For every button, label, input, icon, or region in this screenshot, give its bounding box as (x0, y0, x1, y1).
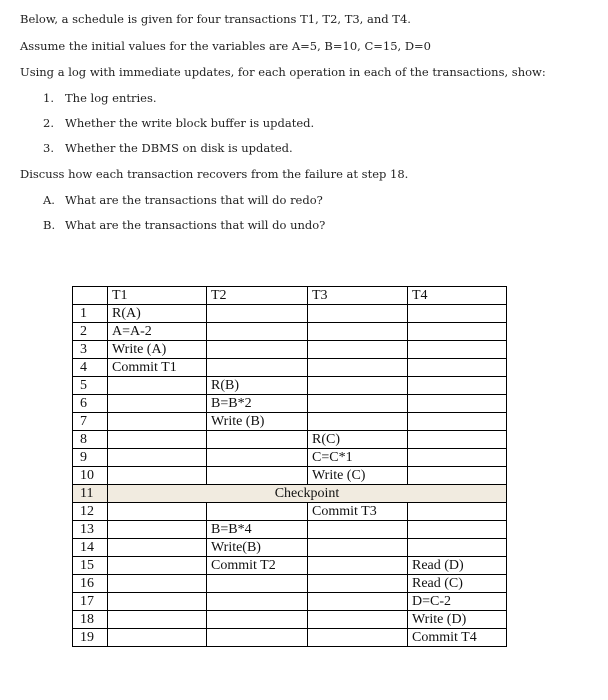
t3-cell: C=C*1 (308, 449, 408, 467)
list-item-text: Whether the DBMS on disk is updated. (65, 141, 293, 155)
table-header-row (73, 287, 507, 305)
t3-cell (308, 377, 408, 395)
step-cell: 17 (73, 593, 108, 611)
t4-cell (408, 359, 507, 377)
t3-cell (308, 341, 408, 359)
t3-cell (308, 629, 408, 647)
checkpoint-cell: Checkpoint (108, 485, 507, 503)
table-row (73, 359, 507, 377)
t2-cell (207, 341, 308, 359)
question-text: What are the transactions that will do undo? (65, 218, 326, 232)
table-row (73, 305, 507, 323)
table-row (73, 575, 507, 593)
t2-cell: Write(B) (207, 539, 308, 557)
step-cell: 9 (73, 449, 108, 467)
intro-line-1: Below, a schedule is given for four transactions T1, T2, T3, and T4. (20, 12, 411, 26)
t2-cell (207, 359, 308, 377)
t4-cell (408, 503, 507, 521)
t2-cell (207, 449, 308, 467)
t1-cell: Commit T1 (108, 359, 207, 377)
step-cell: 8 (73, 431, 108, 449)
t2-cell: Commit T2 (207, 557, 308, 575)
step-cell: 14 (73, 539, 108, 557)
step-cell: 19 (73, 629, 108, 647)
t3-cell (308, 305, 408, 323)
question-letter: A. (43, 193, 55, 207)
t2-cell (207, 503, 308, 521)
t2-cell (207, 593, 308, 611)
t1-cell (108, 503, 207, 521)
t3-cell: Commit T3 (308, 503, 408, 521)
header-t2: T2 (207, 287, 308, 305)
step-cell: 15 (73, 557, 108, 575)
table-row (73, 485, 507, 503)
table-row (73, 557, 507, 575)
t1-cell (108, 539, 207, 557)
t4-cell: Read (C) (408, 575, 507, 593)
list-item-number: 3. (43, 141, 54, 155)
list-item-number: 1. (43, 91, 54, 105)
t1-cell (108, 467, 207, 485)
t3-cell (308, 359, 408, 377)
step-cell: 4 (73, 359, 108, 377)
step-cell: 12 (73, 503, 108, 521)
t1-cell (108, 575, 207, 593)
table-row (73, 539, 507, 557)
table-row (73, 467, 507, 485)
step-cell: 1 (73, 305, 108, 323)
t4-cell (408, 377, 507, 395)
t1-cell: R(A) (108, 305, 207, 323)
t4-cell (408, 413, 507, 431)
header-t4: T4 (408, 287, 507, 305)
list-item (43, 91, 157, 105)
step-cell: 5 (73, 377, 108, 395)
header-step (73, 287, 108, 305)
question-item (43, 218, 325, 232)
t3-cell (308, 539, 408, 557)
step-cell: 13 (73, 521, 108, 539)
table-row (73, 593, 507, 611)
t1-cell: Write (A) (108, 341, 207, 359)
intro-line-3: Using a log with immediate updates, for each operation in each of the transactions, show: (20, 65, 546, 79)
t3-cell (308, 395, 408, 413)
t3-cell (308, 323, 408, 341)
table-row (73, 323, 507, 341)
header-t3: T3 (308, 287, 408, 305)
table-row (73, 503, 507, 521)
table-row (73, 413, 507, 431)
step-cell: 10 (73, 467, 108, 485)
list-item-number: 2. (43, 116, 54, 130)
t2-cell: B=B*2 (207, 395, 308, 413)
t1-cell: A=A-2 (108, 323, 207, 341)
t4-cell: Read (D) (408, 557, 507, 575)
table-row (73, 377, 507, 395)
t1-cell (108, 377, 207, 395)
list-item (43, 141, 293, 155)
step-cell: 3 (73, 341, 108, 359)
t3-cell (308, 413, 408, 431)
table-row (73, 431, 507, 449)
question-text: What are the transactions that will do redo? (65, 193, 323, 207)
t1-cell (108, 395, 207, 413)
t4-cell (408, 431, 507, 449)
step-cell: 2 (73, 323, 108, 341)
t4-cell (408, 539, 507, 557)
t1-cell (108, 413, 207, 431)
question-letter: B. (43, 218, 56, 232)
t4-cell: Commit T4 (408, 629, 507, 647)
discuss-line: Discuss how each transaction recovers from the failure at step 18. (20, 167, 409, 181)
step-cell: 16 (73, 575, 108, 593)
t4-cell (408, 521, 507, 539)
t3-cell (308, 521, 408, 539)
t2-cell (207, 431, 308, 449)
t4-cell (408, 341, 507, 359)
table-row (73, 521, 507, 539)
t2-cell (207, 305, 308, 323)
step-cell: 6 (73, 395, 108, 413)
t2-cell: Write (B) (207, 413, 308, 431)
t2-cell (207, 629, 308, 647)
t1-cell (108, 521, 207, 539)
step-cell: 18 (73, 611, 108, 629)
table-row (73, 629, 507, 647)
table-row (73, 341, 507, 359)
t1-cell (108, 431, 207, 449)
t3-cell: Write (C) (308, 467, 408, 485)
t2-cell: R(B) (207, 377, 308, 395)
table-row (73, 395, 507, 413)
t3-cell (308, 557, 408, 575)
t2-cell: B=B*4 (207, 521, 308, 539)
t4-cell: D=C-2 (408, 593, 507, 611)
list-item (43, 116, 314, 130)
table-row (73, 449, 507, 467)
header-t1: T1 (108, 287, 207, 305)
table-row (73, 611, 507, 629)
t1-cell (108, 611, 207, 629)
t3-cell (308, 611, 408, 629)
intro-line-2: Assume the initial values for the variables are A=5, B=10, C=15, D=0 (20, 39, 431, 53)
t1-cell (108, 449, 207, 467)
t3-cell (308, 593, 408, 611)
t4-cell (408, 449, 507, 467)
t3-cell: R(C) (308, 431, 408, 449)
t4-cell (408, 305, 507, 323)
t1-cell (108, 629, 207, 647)
question-item (43, 193, 323, 207)
t4-cell (408, 467, 507, 485)
step-cell: 11 (73, 485, 108, 503)
t1-cell (108, 557, 207, 575)
step-cell: 7 (73, 413, 108, 431)
list-item-text: The log entries. (65, 91, 157, 105)
t2-cell (207, 575, 308, 593)
list-item-text: Whether the write block buffer is updated. (65, 116, 315, 130)
t2-cell (207, 467, 308, 485)
t2-cell (207, 611, 308, 629)
t4-cell (408, 323, 507, 341)
t3-cell (308, 575, 408, 593)
t1-cell (108, 593, 207, 611)
t2-cell (207, 323, 308, 341)
t4-cell (408, 395, 507, 413)
t4-cell: Write (D) (408, 611, 507, 629)
schedule-table (72, 286, 507, 647)
